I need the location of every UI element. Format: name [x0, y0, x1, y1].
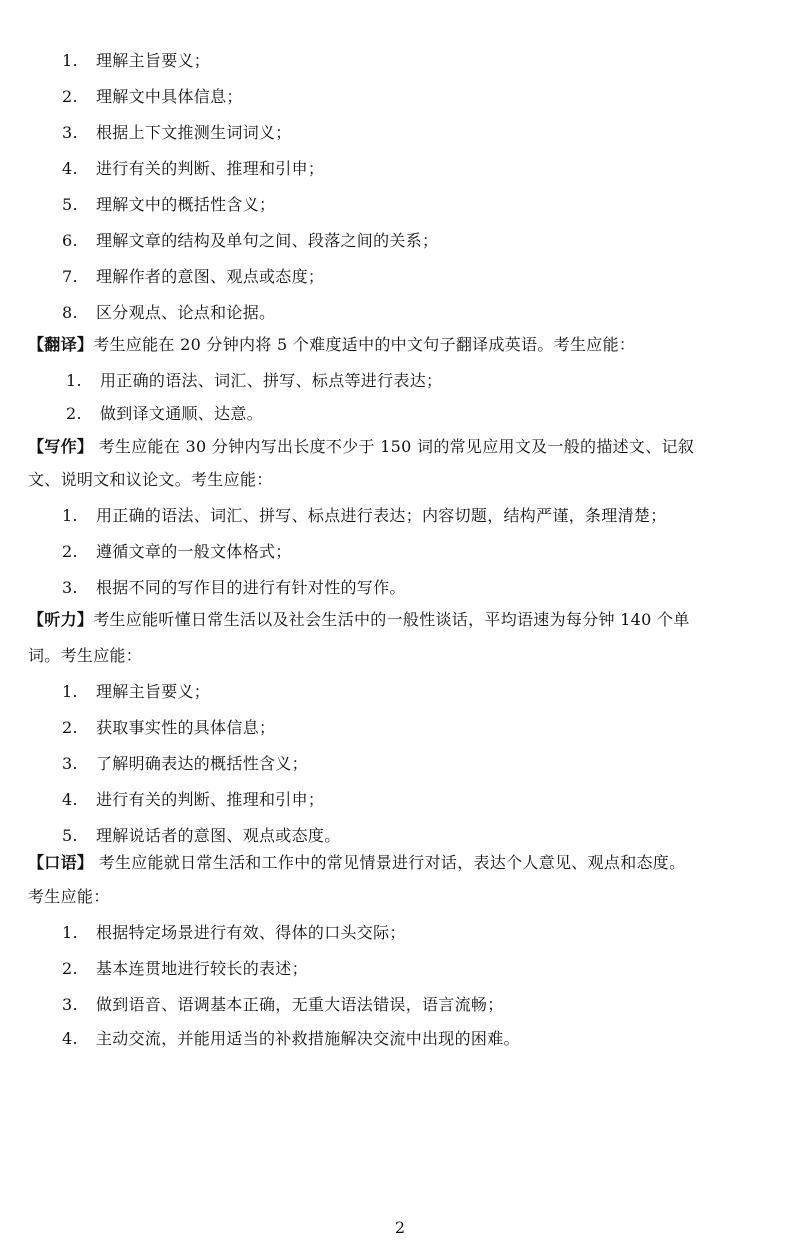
writing-intro-line1: 考生应能在 30 分钟内写出长度不少于 150 词的常见应用文及一般的描述文、记叙 — [93, 437, 695, 456]
speaking-intro-line1: 考生应能就日常生活和工作中的常见情景进行对话，表达个人意见、观点和态度。 — [93, 853, 686, 872]
item-number: 8. — [62, 303, 78, 322]
item-number: 4. — [62, 790, 78, 809]
item-text: 用正确的语法、词汇、拼写、标点进行表达；内容切题，结构严谨，条理清楚； — [96, 506, 667, 525]
item-text: 根据不同的写作目的进行有针对性的写作。 — [96, 578, 406, 597]
item-number: 1. — [62, 923, 78, 942]
item-text: 理解说话者的意图、观点或态度。 — [96, 826, 341, 845]
listening-item — [62, 789, 324, 811]
item-number: 5. — [62, 826, 78, 845]
item-text: 基本连贯地进行较长的表述； — [96, 959, 308, 978]
item-text: 做到语音、语调基本正确，无重大语法错误，语言流畅； — [96, 995, 504, 1014]
translation-item — [66, 403, 263, 425]
item-number: 4. — [62, 1029, 78, 1048]
item-text: 理解文章的结构及单句之间、段落之间的关系； — [96, 231, 439, 250]
item-text: 做到译文通顺、达意。 — [100, 404, 264, 423]
item-text: 用正确的语法、词汇、拼写、标点等进行表达； — [100, 371, 443, 390]
item-text: 区分观点、论点和论据。 — [96, 303, 276, 322]
item-text: 根据特定场景进行有效、得体的口头交际； — [96, 923, 406, 942]
item-text: 理解主旨要义； — [96, 51, 211, 70]
speaking-heading: 【口语】 — [28, 853, 94, 872]
item-text: 理解文中的概括性含义； — [96, 195, 276, 214]
item-text: 理解作者的意图、观点或态度； — [96, 267, 325, 286]
translation-intro: 考生应能在 20 分钟内将 5 个难度适中的中文句子翻译成英语。考生应能： — [93, 335, 636, 354]
listening-item — [62, 717, 275, 739]
item-text: 了解明确表达的概括性含义； — [96, 754, 308, 773]
writing-intro-line2: 文、说明文和议论文。考生应能： — [28, 470, 273, 489]
listening-paragraph — [28, 609, 690, 631]
item-number: 1. — [62, 682, 78, 701]
item-text: 进行有关的判断、推理和引申； — [96, 790, 325, 809]
item-text: 主动交流，并能用适当的补救措施解决交流中出现的困难。 — [96, 1029, 520, 1048]
item-number: 1. — [62, 51, 78, 70]
reading-item — [62, 266, 324, 288]
item-number: 5. — [62, 195, 78, 214]
item-number: 4. — [62, 159, 78, 178]
speaking-item — [62, 1028, 520, 1050]
reading-item — [62, 50, 210, 72]
item-number: 3. — [62, 995, 78, 1014]
item-text: 理解文中具体信息； — [96, 87, 243, 106]
item-text: 根据上下文推测生词词义； — [96, 123, 292, 142]
item-text: 获取事实性的具体信息； — [96, 718, 276, 737]
writing-item — [62, 577, 406, 599]
item-number: 1. — [66, 371, 82, 390]
item-number: 3. — [62, 578, 78, 597]
speaking-item — [62, 994, 504, 1016]
page-number: 2 — [394, 1218, 406, 1237]
writing-item — [62, 541, 292, 563]
item-text: 进行有关的判断、推理和引申； — [96, 159, 325, 178]
item-number: 3. — [62, 754, 78, 773]
translation-paragraph — [28, 334, 635, 356]
listening-item — [62, 681, 210, 703]
speaking-item — [62, 922, 406, 944]
writing-heading: 【写作】 — [28, 437, 94, 456]
item-number: 2. — [62, 542, 78, 561]
writing-paragraph — [28, 436, 694, 458]
item-number: 3. — [62, 123, 78, 142]
reading-item — [62, 302, 275, 324]
item-number: 2. — [62, 718, 78, 737]
item-number: 2. — [62, 87, 78, 106]
item-number: 6. — [62, 231, 78, 250]
item-text: 理解主旨要义； — [96, 682, 211, 701]
reading-item — [62, 230, 438, 252]
reading-item — [62, 158, 324, 180]
item-number: 7. — [62, 267, 78, 286]
listening-intro-line2: 词。考生应能： — [28, 646, 143, 665]
speaking-item — [62, 958, 308, 980]
listening-heading: 【听力】 — [28, 610, 94, 629]
writing-item — [62, 505, 667, 527]
listening-item — [62, 753, 308, 775]
speaking-intro-line2: 考生应能： — [28, 887, 110, 906]
reading-item — [62, 122, 292, 144]
item-number: 2. — [62, 959, 78, 978]
translation-heading: 【翻译】 — [28, 335, 94, 354]
item-number: 1. — [62, 506, 78, 525]
listening-intro-line1: 考生应能听懂日常生活以及社会生活中的一般性谈话，平均语速为每分钟 140 个单 — [93, 610, 690, 629]
listening-item — [62, 825, 341, 847]
reading-item — [62, 86, 243, 108]
reading-item — [62, 194, 275, 216]
translation-item — [66, 370, 442, 392]
speaking-paragraph — [28, 852, 685, 874]
item-text: 遵循文章的一般文体格式； — [96, 542, 292, 561]
item-number: 2. — [66, 404, 82, 423]
